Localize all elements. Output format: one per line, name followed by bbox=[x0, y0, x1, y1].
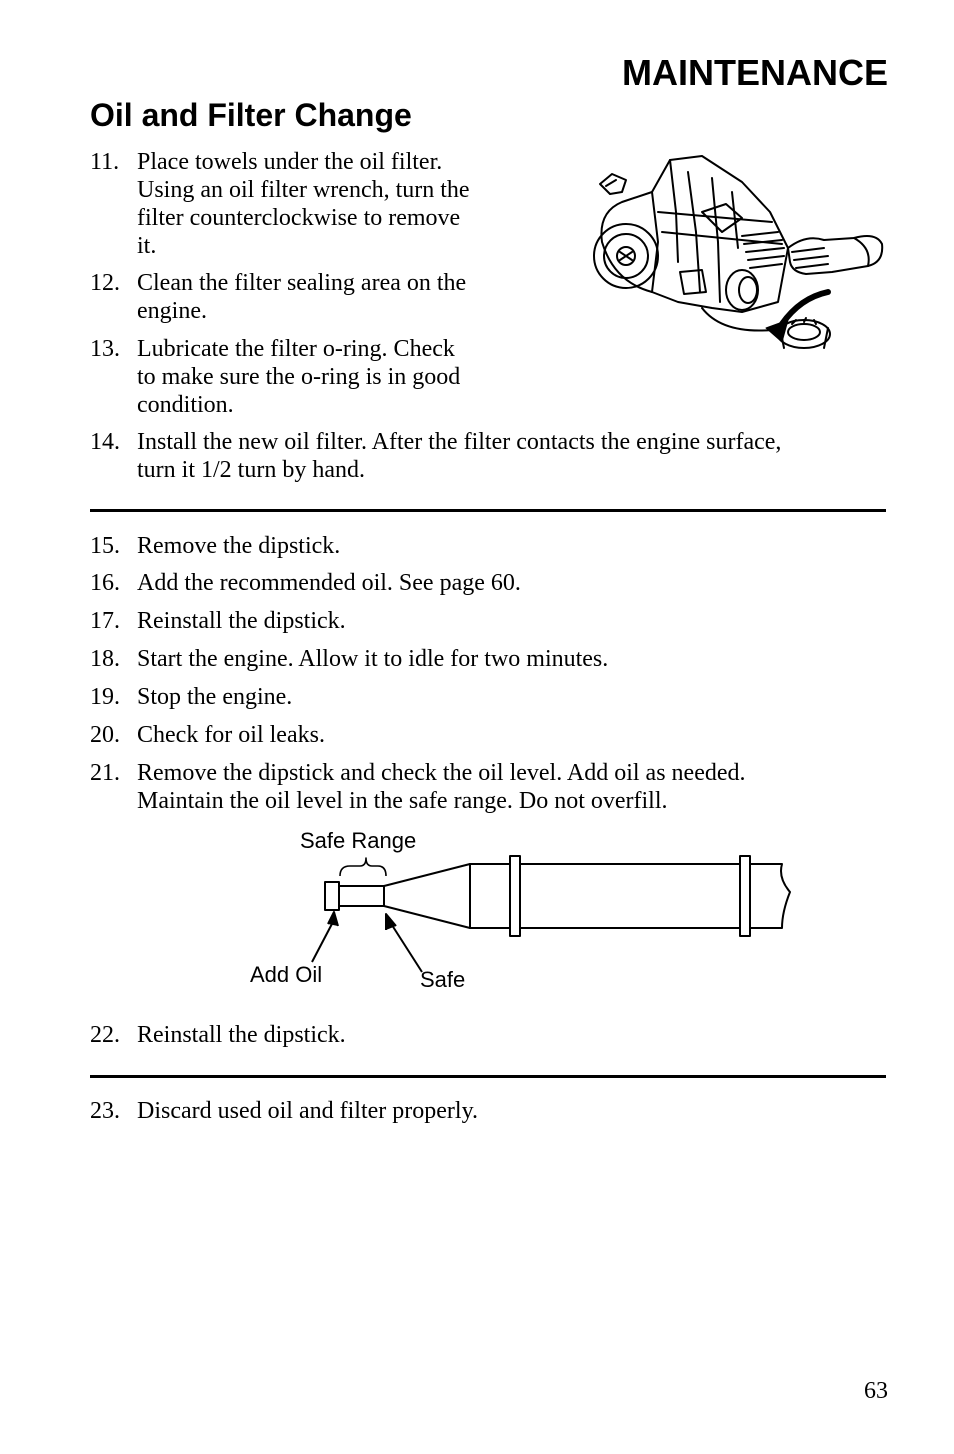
step-item bbox=[90, 645, 608, 673]
step-text: Reinstall the dipstick. bbox=[137, 1022, 346, 1048]
step-item bbox=[90, 607, 346, 635]
step-number: 12. bbox=[90, 270, 120, 296]
step-number: 18. bbox=[90, 646, 120, 672]
step-text: Reinstall the dipstick. bbox=[137, 608, 346, 634]
step-item bbox=[90, 335, 460, 419]
step-text: Discard used oil and filter properly. bbox=[137, 1098, 479, 1124]
step-text: Lubricate the filter o-ring. Check to make sure the o-ring is in good condition. bbox=[137, 336, 461, 418]
step-number: 22. bbox=[90, 1022, 120, 1048]
step-text: Clean the filter sealing area on the engine. bbox=[137, 270, 467, 324]
step-text: Remove the dipstick and check the oil level. Add oil as needed. Maintain the oil level in the safe range. Do not overfill. bbox=[137, 760, 746, 814]
step-item bbox=[90, 532, 340, 560]
step-item bbox=[90, 269, 466, 325]
step-text: Add the recommended oil. See page 60. bbox=[137, 570, 521, 596]
step-text: Stop the engine. bbox=[137, 684, 293, 710]
step-item bbox=[90, 759, 746, 815]
engine-oil-filter-illustration bbox=[592, 152, 892, 357]
divider-rule bbox=[90, 1075, 886, 1078]
step-number: 17. bbox=[90, 608, 120, 634]
step-item bbox=[90, 721, 325, 749]
step-item bbox=[90, 148, 470, 260]
step-text: Remove the dipstick. bbox=[137, 533, 341, 559]
safe-range-label: Safe Range bbox=[300, 828, 417, 853]
safe-label: Safe bbox=[420, 967, 466, 992]
step-number: 21. bbox=[90, 760, 120, 786]
section-title: MAINTENANCE bbox=[622, 52, 888, 93]
step-number: 20. bbox=[90, 722, 120, 748]
step-text: Start the engine. Allow it to idle for two minutes. bbox=[137, 646, 609, 672]
step-number: 15. bbox=[90, 533, 120, 559]
step-text: Place towels under the oil filter. Using an oil filter wrench, turn the filter counterclockwise to remove it. bbox=[137, 149, 470, 259]
dipstick-diagram bbox=[246, 826, 806, 1001]
step-item bbox=[90, 569, 521, 597]
page-number: 63 bbox=[864, 1378, 888, 1404]
step-item bbox=[90, 1021, 346, 1049]
step-number: 11. bbox=[90, 149, 120, 175]
step-number: 14. bbox=[90, 429, 120, 455]
add-oil-label: Add Oil bbox=[250, 962, 323, 987]
divider-rule bbox=[90, 509, 886, 512]
step-number: 16. bbox=[90, 570, 120, 596]
subheading: Oil and Filter Change bbox=[90, 97, 412, 133]
step-number: 13. bbox=[90, 336, 120, 362]
step-number: 19. bbox=[90, 684, 120, 710]
step-item bbox=[90, 683, 292, 711]
step-item bbox=[90, 428, 781, 484]
step-text: Check for oil leaks. bbox=[137, 722, 325, 748]
step-text: Install the new oil filter. After the filter contacts the engine surface, turn it 1/2 turn by hand. bbox=[137, 429, 782, 483]
step-number: 23. bbox=[90, 1098, 120, 1124]
step-item bbox=[90, 1097, 478, 1125]
